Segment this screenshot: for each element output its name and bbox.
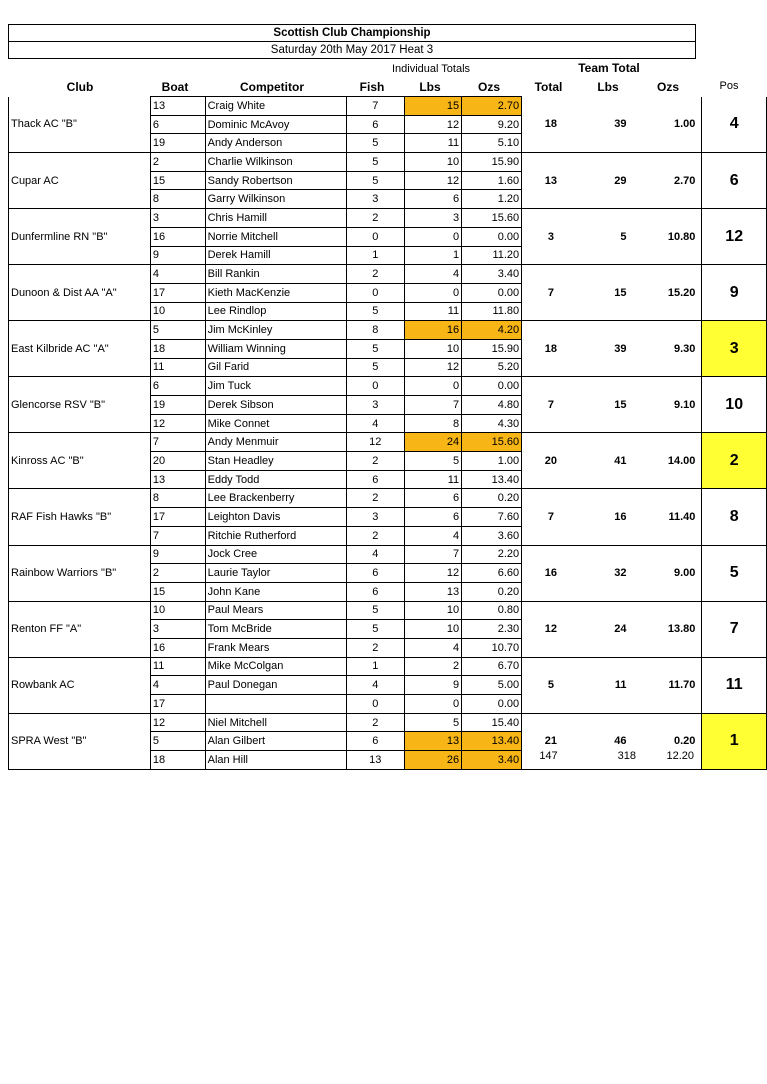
club-name: Dunfermline RN "B" [9,209,151,265]
weight-ozs: 9.20 [462,115,522,134]
team-position: 8 [702,489,767,545]
fish-count: 5 [346,153,404,172]
weight-ozs: 13.40 [462,470,522,489]
boat-number: 2 [150,153,205,172]
team-total-lbs: 15 [580,265,633,321]
fish-count: 6 [346,115,404,134]
table-row [9,657,767,676]
competitor-name: Kieth MacKenzie [205,283,346,302]
club-name: Dunoon & Dist AA "A" [9,265,151,321]
total-header: Total [534,80,563,94]
team-total-fish: 5 [522,657,580,713]
team-total-fish: 7 [522,489,580,545]
fish-header: Fish [359,80,385,94]
team-total-ozs: 11.40 [633,489,702,545]
fish-count: 2 [346,489,404,508]
boat-number: 11 [150,358,205,377]
fish-count: 2 [346,713,404,732]
club-name: Rowbank AC [9,657,151,713]
weight-ozs: 0.80 [462,601,522,620]
team-total-fish: 3 [522,209,580,265]
club-name: Glencorse RSV "B" [9,377,151,433]
team-total-lbs: 39 [580,321,633,377]
weight-ozs: 6.70 [462,657,522,676]
weight-lbs: 0 [404,695,462,714]
team-total-ozs: 14.00 [633,433,702,489]
weight-ozs: 0.00 [462,377,522,396]
team-total-lbs: 24 [580,601,633,657]
club-header: Club [66,80,94,94]
team-total-ozs: 9.30 [633,321,702,377]
competitor-header: Competitor [240,80,304,94]
boat-number: 9 [150,246,205,265]
club-name: Thack AC "B" [9,97,151,153]
fish-count: 7 [346,97,404,116]
fish-count: 6 [346,470,404,489]
fish-count: 3 [346,190,404,209]
fish-count: 6 [346,564,404,583]
fish-count: 2 [346,526,404,545]
team-total-fish: 7 [522,377,580,433]
fish-count: 6 [346,582,404,601]
competitor-name: Lee Brackenberry [205,489,346,508]
competitor-name: Paul Mears [205,601,346,620]
table-row [9,545,767,564]
weight-lbs: 4 [404,526,462,545]
team-total-fish: 18 [522,321,580,377]
fish-count: 2 [346,209,404,228]
competitor-name: Gil Farid [205,358,346,377]
boat-number: 8 [150,190,205,209]
table-row [9,377,767,396]
boat-number: 13 [150,470,205,489]
weight-lbs: 12 [404,564,462,583]
weight-lbs: 26 [404,751,462,770]
competitor-name: Mike Connet [205,414,346,433]
team-total-lbs: 41 [580,433,633,489]
competitor-name: Bill Rankin [205,265,346,284]
team-position: 3 [702,321,767,377]
weight-ozs: 3.40 [462,265,522,284]
team-total-fish: 12 [522,601,580,657]
weight-lbs: 10 [404,339,462,358]
weight-ozs: 4.20 [462,321,522,340]
weight-ozs: 11.20 [462,246,522,265]
weight-lbs: 12 [404,358,462,377]
weight-lbs: 4 [404,265,462,284]
boat-number: 12 [150,414,205,433]
boat-number: 17 [150,695,205,714]
team-total-lbs: 11 [580,657,633,713]
team-total-ozs: 9.10 [633,377,702,433]
competitor-name: Charlie Wilkinson [205,153,346,172]
team-position: 1 [702,713,767,769]
fish-count: 5 [346,358,404,377]
fish-count: 2 [346,452,404,471]
boat-number: 15 [150,582,205,601]
competitor-name: Jim McKinley [205,321,346,340]
competitor-name: Derek Hamill [205,246,346,265]
weight-lbs: 2 [404,657,462,676]
boat-number: 17 [150,508,205,527]
boat-number: 7 [150,526,205,545]
fish-count: 5 [346,339,404,358]
fish-count: 5 [346,601,404,620]
boat-number: 16 [150,227,205,246]
boat-number: 4 [150,265,205,284]
weight-ozs: 0.20 [462,489,522,508]
fish-count: 4 [346,414,404,433]
table-row [9,97,767,116]
weight-ozs: 15.60 [462,433,522,452]
fish-count: 2 [346,265,404,284]
fish-count: 2 [346,638,404,657]
fish-count: 0 [346,695,404,714]
weight-lbs: 8 [404,414,462,433]
lbs-header: Lbs [419,80,441,94]
weight-lbs: 7 [404,545,462,564]
boat-number: 12 [150,713,205,732]
team-position: 9 [702,265,767,321]
weight-lbs: 10 [404,601,462,620]
team-total-lbs: 29 [580,153,633,209]
fish-count: 8 [346,321,404,340]
weight-ozs: 1.00 [462,452,522,471]
boat-number: 18 [150,339,205,358]
boat-number: 20 [150,452,205,471]
fish-count: 3 [346,396,404,415]
weight-ozs: 3.60 [462,526,522,545]
weight-lbs: 11 [404,470,462,489]
boat-number: 10 [150,601,205,620]
team-ozs-header: Ozs [656,80,679,94]
table-row [9,489,767,508]
fish-count: 13 [346,751,404,770]
boat-header: Boat [161,80,189,94]
team-total-ozs: 2.70 [633,153,702,209]
fish-count: 4 [346,676,404,695]
boat-number: 10 [150,302,205,321]
team-position: 5 [702,545,767,601]
boat-number: 18 [150,751,205,770]
weight-lbs: 13 [404,582,462,601]
competitor-name: Andy Anderson [205,134,346,153]
team-position: 11 [702,657,767,713]
weight-lbs: 16 [404,321,462,340]
team-total-lbs: 15 [580,377,633,433]
team-total-ozs: 0.20 [633,713,702,769]
competitor-name: John Kane [205,582,346,601]
boat-number: 4 [150,676,205,695]
table-row [9,433,767,452]
weight-lbs: 11 [404,134,462,153]
weight-lbs: 7 [404,396,462,415]
team-total-lbs: 16 [580,489,633,545]
weight-ozs: 2.70 [462,97,522,116]
boat-number: 3 [150,620,205,639]
competitor-name: Garry Wilkinson [205,190,346,209]
competitor-name: Stan Headley [205,452,346,471]
competitor-name: Paul Donegan [205,676,346,695]
weight-ozs: 7.60 [462,508,522,527]
boat-number: 19 [150,396,205,415]
team-total-ozs: 13.80 [633,601,702,657]
competitor-name: Jim Tuck [205,377,346,396]
weight-lbs: 13 [404,732,462,751]
competitor-name: Ritchie Rutherford [205,526,346,545]
competitor-name: Mike McColgan [205,657,346,676]
weight-lbs: 10 [404,153,462,172]
team-total-fish: 13 [522,153,580,209]
team-total-ozs: 10.80 [633,209,702,265]
weight-lbs: 6 [404,489,462,508]
fish-count: 0 [346,227,404,246]
competitor-name: Jock Cree [205,545,346,564]
weight-lbs: 24 [404,433,462,452]
fish-count: 0 [346,377,404,396]
pos-header: Pos [719,80,739,92]
weight-ozs: 13.40 [462,732,522,751]
team-total-fish: 21 [522,713,580,769]
individual-totals-header: Individual Totals [391,63,471,75]
weight-lbs: 12 [404,115,462,134]
boat-number: 3 [150,209,205,228]
weight-lbs: 1 [404,246,462,265]
boat-number: 5 [150,732,205,751]
club-name: RAF Fish Hawks "B" [9,489,151,545]
table-row [9,153,767,172]
competitor-name: Chris Hamill [205,209,346,228]
weight-ozs: 6.60 [462,564,522,583]
boat-number: 19 [150,134,205,153]
weight-ozs: 11.80 [462,302,522,321]
grand-total-fish: 147 [539,750,558,762]
team-total-lbs: 39 [580,97,633,153]
competitor-name: Lee Rindlop [205,302,346,321]
weight-ozs: 5.10 [462,134,522,153]
weight-lbs: 10 [404,620,462,639]
club-name: Kinross AC "B" [9,433,151,489]
team-total-lbs: 46 [580,713,633,769]
fish-count: 5 [346,134,404,153]
boat-number: 15 [150,171,205,190]
club-name: Rainbow Warriors "B" [9,545,151,601]
competitor-name: Leighton Davis [205,508,346,527]
competitor-name: Tom McBride [205,620,346,639]
competitor-name: Dominic McAvoy [205,115,346,134]
competitor-name: Sandy Robertson [205,171,346,190]
fish-count: 12 [346,433,404,452]
weight-ozs: 5.20 [462,358,522,377]
fish-count: 6 [346,732,404,751]
team-position: 2 [702,433,767,489]
weight-ozs: 15.60 [462,209,522,228]
competitor-name [205,695,346,714]
boat-number: 9 [150,545,205,564]
weight-ozs: 5.00 [462,676,522,695]
competitor-name: Norrie Mitchell [205,227,346,246]
boat-number: 11 [150,657,205,676]
table-row [9,713,767,732]
weight-lbs: 0 [404,227,462,246]
team-total-lbs: 32 [580,545,633,601]
team-total-ozs: 15.20 [633,265,702,321]
weight-lbs: 11 [404,302,462,321]
weight-lbs: 5 [404,452,462,471]
fish-count: 5 [346,171,404,190]
sheet-title: Scottish Club Championship [8,24,696,42]
competitor-name: William Winning [205,339,346,358]
weight-ozs: 0.00 [462,283,522,302]
weight-ozs: 0.00 [462,227,522,246]
competitor-name: Laurie Taylor [205,564,346,583]
competitor-name: Alan Gilbert [205,732,346,751]
weight-lbs: 9 [404,676,462,695]
fish-count: 5 [346,302,404,321]
team-total-ozs: 1.00 [633,97,702,153]
ozs-header: Ozs [477,80,500,94]
weight-ozs: 1.20 [462,190,522,209]
boat-number: 5 [150,321,205,340]
club-name: East Kilbride AC "A" [9,321,151,377]
competitor-name: Niel Mitchell [205,713,346,732]
table-row [9,265,767,284]
table-row [9,209,767,228]
boat-number: 6 [150,115,205,134]
grand-total-ozs: 12.20 [666,750,694,762]
club-name: SPRA West "B" [9,713,151,769]
boat-number: 6 [150,377,205,396]
team-total-fish: 16 [522,545,580,601]
sheet-subtitle: Saturday 20th May 2017 Heat 3 [8,41,696,59]
weight-lbs: 6 [404,508,462,527]
team-position: 12 [702,209,767,265]
results-table [8,96,767,770]
team-position: 4 [702,97,767,153]
team-total-fish: 18 [522,97,580,153]
table-row [9,601,767,620]
weight-lbs: 0 [404,283,462,302]
weight-ozs: 4.80 [462,396,522,415]
grand-total-lbs: 318 [617,750,636,762]
team-position: 7 [702,601,767,657]
boat-number: 2 [150,564,205,583]
weight-ozs: 0.00 [462,695,522,714]
competitor-name: Frank Mears [205,638,346,657]
competitor-name: Alan Hill [205,751,346,770]
weight-ozs: 15.40 [462,713,522,732]
club-name: Renton FF "A" [9,601,151,657]
weight-lbs: 3 [404,209,462,228]
weight-ozs: 2.30 [462,620,522,639]
weight-lbs: 4 [404,638,462,657]
weight-ozs: 2.20 [462,545,522,564]
competitor-name: Craig White [205,97,346,116]
fish-count: 3 [346,508,404,527]
team-total-ozs: 9.00 [633,545,702,601]
team-total-fish: 20 [522,433,580,489]
weight-ozs: 15.90 [462,339,522,358]
weight-ozs: 15.90 [462,153,522,172]
team-total-lbs: 5 [580,209,633,265]
boat-number: 17 [150,283,205,302]
fish-count: 4 [346,545,404,564]
weight-lbs: 0 [404,377,462,396]
weight-ozs: 4.30 [462,414,522,433]
boat-number: 13 [150,97,205,116]
team-position: 6 [702,153,767,209]
competitor-name: Eddy Todd [205,470,346,489]
team-total-header: Team Total [578,61,640,75]
weight-lbs: 15 [404,97,462,116]
weight-ozs: 10.70 [462,638,522,657]
team-position: 10 [702,377,767,433]
fish-count: 5 [346,620,404,639]
boat-number: 16 [150,638,205,657]
team-total-fish: 7 [522,265,580,321]
team-lbs-header: Lbs [597,80,619,94]
weight-lbs: 6 [404,190,462,209]
boat-number: 7 [150,433,205,452]
club-name: Cupar AC [9,153,151,209]
weight-ozs: 0.20 [462,582,522,601]
fish-count: 1 [346,246,404,265]
boat-number: 8 [150,489,205,508]
fish-count: 0 [346,283,404,302]
competitor-name: Andy Menmuir [205,433,346,452]
weight-ozs: 1.60 [462,171,522,190]
weight-lbs: 12 [404,171,462,190]
fish-count: 1 [346,657,404,676]
team-total-ozs: 11.70 [633,657,702,713]
weight-lbs: 5 [404,713,462,732]
table-row [9,321,767,340]
competitor-name: Derek Sibson [205,396,346,415]
weight-ozs: 3.40 [462,751,522,770]
